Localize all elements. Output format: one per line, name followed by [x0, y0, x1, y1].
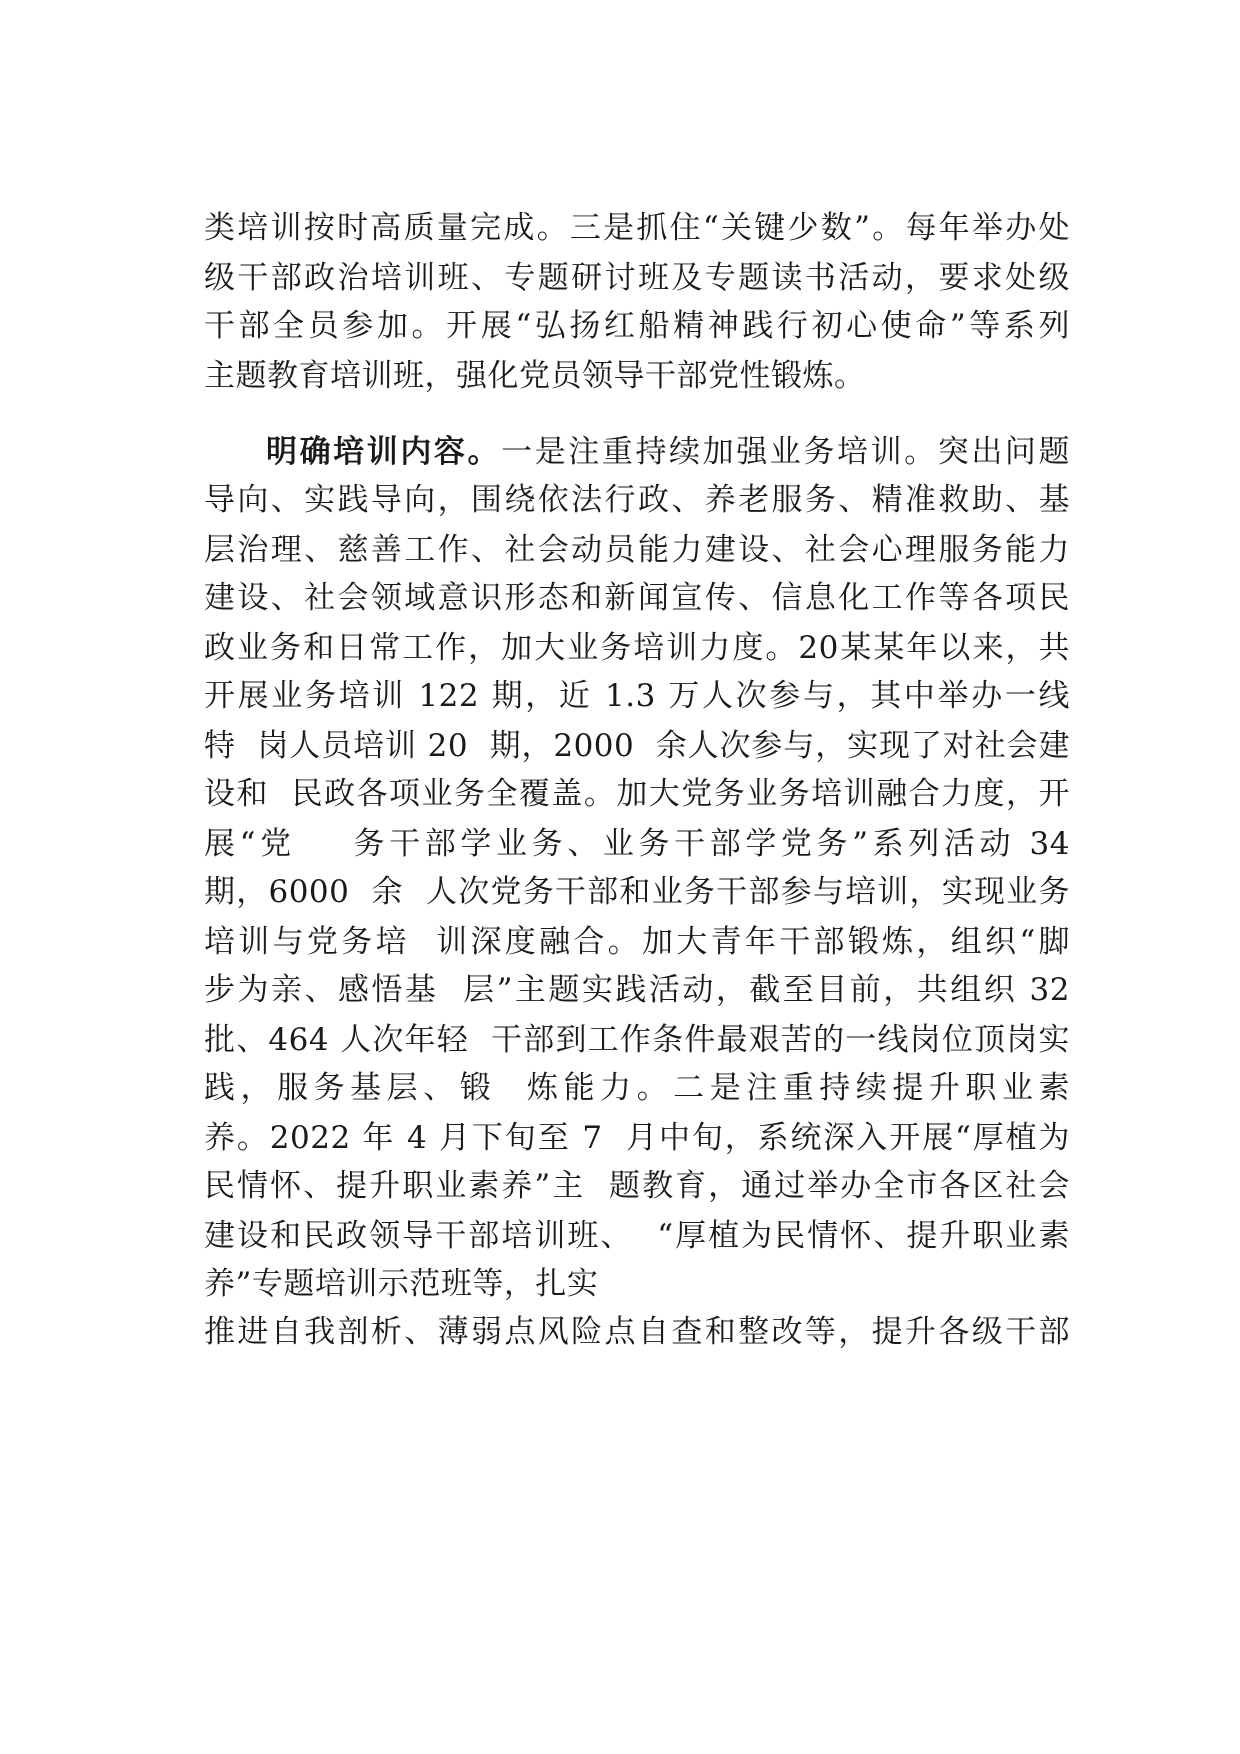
paragraph2-line-5: 政业务和日常工作，加大业务培训力度。20某某年以来，共 [204, 630, 1070, 666]
paragraph2-line-17: 建设和民政领导干部培训班、 “厚植为民情怀、提升职业素 [204, 1218, 1070, 1254]
paragraph2-line-18: 养”专题培训示范班等，扎实 [204, 1266, 599, 1302]
paragraph1-line-1: 类培训按时高质量完成。三是抓住“关键少数”。每年举办处 [204, 210, 1070, 246]
paragraph2-line-6: 开展业务培训 122 期，近 1.3 万人次参与，其中举办一线 [204, 678, 1070, 714]
paragraph2-first-line-rest: 一是注重持续加强业务培训。突出问题 [501, 434, 1070, 470]
paragraph2-line-16: 民情怀、提升职业素养”主 题教育，通过举办全市各区社会 [204, 1168, 1070, 1204]
paragraph2-line-4: 建设、社会领域意识形态和新闻宣传、信息化工作等各项民 [204, 580, 1070, 616]
paragraph2-line-7: 特 岗人员培训 20 期，2000 余人次参与，实现了对社会建 [204, 728, 1070, 764]
paragraph2-line-9: 展“党 务干部学业务、业务干部学党务”系列活动 34 [204, 826, 1070, 862]
paragraph1-line-3: 干部全员参加。开展“弘扬红船精神践行初心使命”等系列 [204, 308, 1070, 344]
paragraph1-line-4: 主题教育培训班，强化党员领导干部党性锻炼。 [204, 358, 866, 394]
paragraph2-line-8: 设和 民政各项业务全覆盖。加大党务业务培训融合力度，开 [204, 776, 1070, 812]
paragraph2-line-12: 步为亲、感悟基 层”主题实践活动，截至目前，共组织 32 [204, 972, 1070, 1008]
paragraph1-line-2: 级干部政治培训班、专题研讨班及专题读书活动，要求处级 [204, 260, 1070, 296]
paragraph2-line-3: 层治理、慈善工作、社会动员能力建设、社会心理服务能力 [204, 532, 1070, 568]
paragraph2-heading: 明确培训内容。 [266, 434, 502, 470]
paragraph2-line-11: 培训与党务培 训深度融合。加大青年干部锻炼，组织“脚 [204, 924, 1070, 960]
paragraph2-line-13: 批、464 人次年轻 干部到工作条件最艰苦的一线岗位顶岗实 [204, 1022, 1070, 1058]
paragraph2-line-10: 期，6000 余 人次党务干部和业务干部参与培训，实现业务 [204, 874, 1070, 910]
paragraph2-line-2: 导向、实践导向，围绕依法行政、养老服务、精准救助、基 [204, 482, 1070, 518]
paragraph2-line-15: 养。2022 年 4 月下旬至 7 月中旬，系统深入开展“厚植为 [204, 1120, 1070, 1156]
paragraph2-line-19: 推进自我剖析、薄弱点风险点自查和整改等，提升各级干部 [204, 1314, 1070, 1350]
paragraph2-line-1 [266, 432, 1070, 472]
paragraph2-line-14: 践，服务基层、锻 炼能力。二是注重持续提升职业素 [204, 1070, 1070, 1106]
